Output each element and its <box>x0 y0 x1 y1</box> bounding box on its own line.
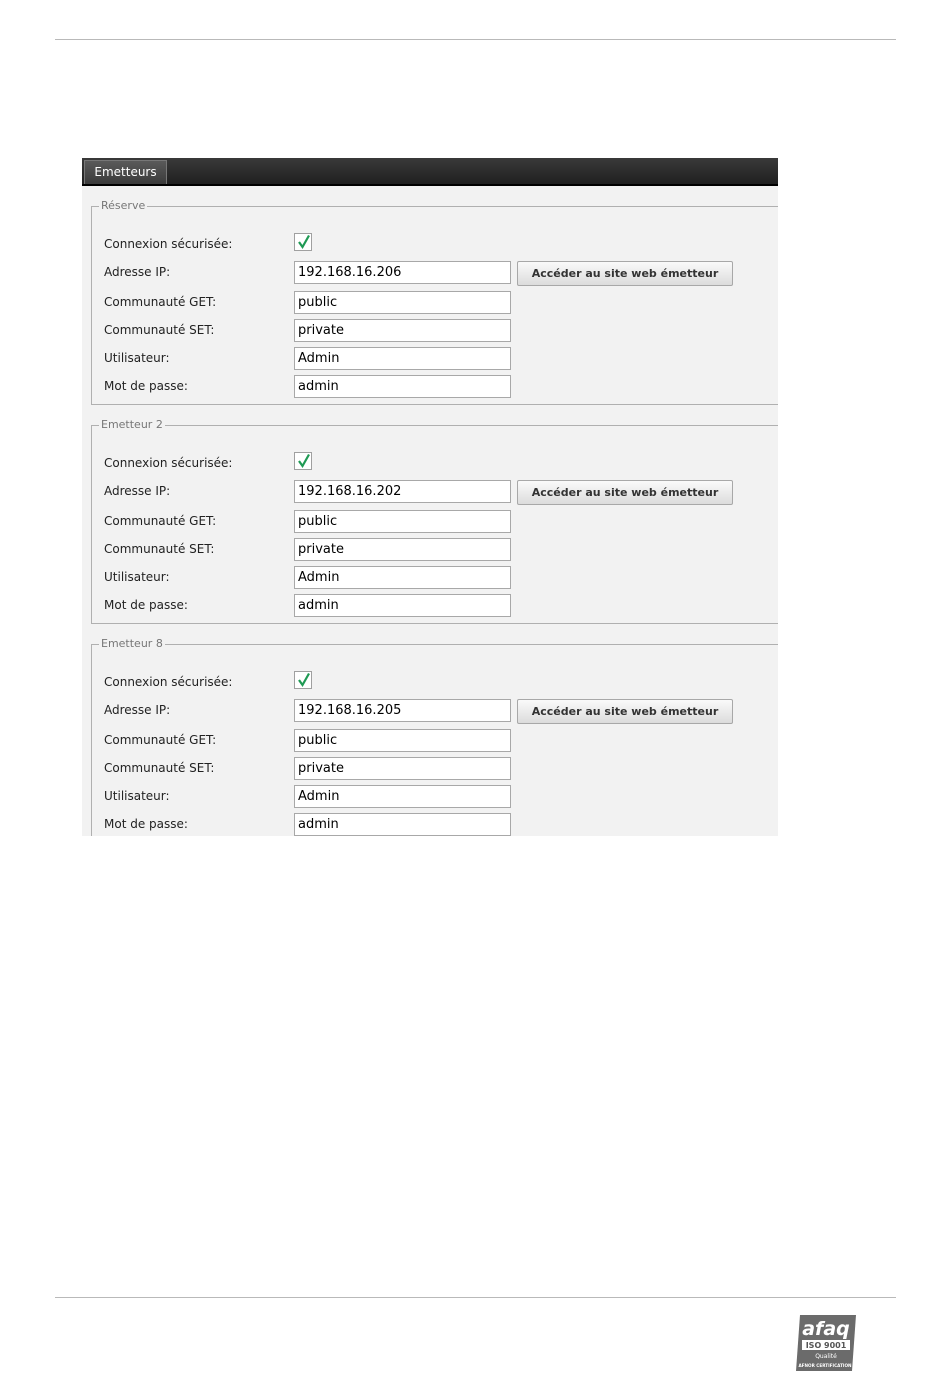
label-secure: Connexion sécurisée: <box>104 456 233 470</box>
label-set: Communauté SET: <box>104 323 215 337</box>
label-secure: Connexion sécurisée: <box>104 675 233 689</box>
password-input[interactable]: admin <box>294 813 511 836</box>
label-password: Mot de passe: <box>104 598 188 612</box>
get-community-input[interactable]: public <box>294 729 511 752</box>
label-get: Communauté GET: <box>104 733 217 747</box>
afaq-logo-icon <box>794 1313 858 1373</box>
svg-text:afaq: afaq <box>802 1318 850 1340</box>
group-title: Emetteur 8 <box>101 637 163 650</box>
footer-rule <box>55 1297 896 1298</box>
group-title: Réserve <box>101 199 146 212</box>
open-web-button[interactable]: Accéder au site web émetteur <box>517 699 733 724</box>
label-password: Mot de passe: <box>104 379 188 393</box>
label-ip: Adresse IP: <box>104 265 171 279</box>
set-community-input[interactable]: private <box>294 319 511 342</box>
user-input[interactable]: Admin <box>294 785 511 808</box>
label-password: Mot de passe: <box>104 817 188 831</box>
group-reserve <box>91 200 778 405</box>
svg-text:ISO 9001: ISO 9001 <box>805 1341 847 1350</box>
tab-bar <box>82 158 778 186</box>
get-community-input[interactable]: public <box>294 510 511 533</box>
label-ip: Adresse IP: <box>104 484 171 498</box>
label-secure: Connexion sécurisée: <box>104 237 233 251</box>
set-community-input[interactable]: private <box>294 757 511 780</box>
password-input[interactable]: admin <box>294 594 511 617</box>
tab-emetteurs[interactable]: Emetteurs <box>84 160 167 184</box>
ip-input[interactable]: 192.168.16.202 <box>294 480 511 503</box>
label-ip: Adresse IP: <box>104 703 171 717</box>
check-icon <box>296 453 312 469</box>
group-title: Emetteur 2 <box>101 418 163 431</box>
svg-text:AFNOR CERTIFICATION: AFNOR CERTIFICATION <box>798 1363 852 1368</box>
check-icon <box>296 672 312 688</box>
afaq-iso-9001-logo <box>794 1313 858 1373</box>
emetteurs-panel <box>82 158 778 836</box>
group-emetteur-2 <box>91 419 778 624</box>
ip-input[interactable]: 192.168.16.205 <box>294 699 511 722</box>
label-set: Communauté SET: <box>104 542 215 556</box>
label-user: Utilisateur: <box>104 351 170 365</box>
user-input[interactable]: Admin <box>294 347 511 370</box>
set-community-input[interactable]: private <box>294 538 511 561</box>
secure-checkbox[interactable] <box>294 233 312 251</box>
password-input[interactable]: admin <box>294 375 511 398</box>
ip-input[interactable]: 192.168.16.206 <box>294 261 511 284</box>
header-rule <box>55 39 896 40</box>
group-emetteur-8 <box>91 638 778 836</box>
label-set: Communauté SET: <box>104 761 215 775</box>
open-web-button[interactable]: Accéder au site web émetteur <box>517 480 733 505</box>
get-community-input[interactable]: public <box>294 291 511 314</box>
user-input[interactable]: Admin <box>294 566 511 589</box>
label-user: Utilisateur: <box>104 570 170 584</box>
svg-text:Qualité: Qualité <box>815 1353 837 1360</box>
label-get: Communauté GET: <box>104 514 217 528</box>
label-user: Utilisateur: <box>104 789 170 803</box>
open-web-button[interactable]: Accéder au site web émetteur <box>517 261 733 286</box>
secure-checkbox[interactable] <box>294 452 312 470</box>
check-icon <box>296 234 312 250</box>
label-get: Communauté GET: <box>104 295 217 309</box>
secure-checkbox[interactable] <box>294 671 312 689</box>
